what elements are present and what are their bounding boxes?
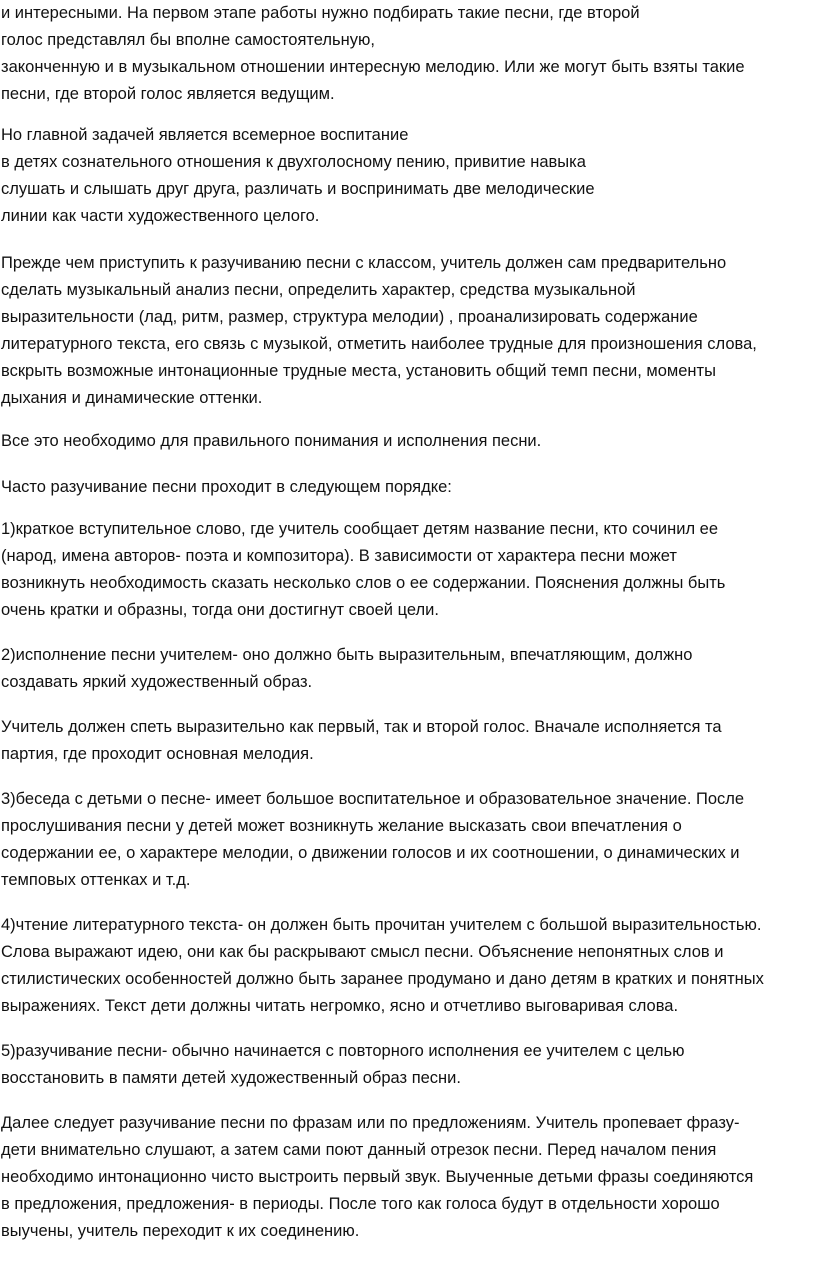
text-line: прослушивания песни у детей может возникнуть желание высказать свои впечатления о — [1, 817, 682, 835]
text-line: Далее следует разучивание песни по фразам или по предложениям. Учитель пропевает фразу- — [1, 1114, 740, 1132]
text-line: законченную и в музыкальном отношении интересную мелодию. Или же могут быть взяты такие — [1, 58, 745, 76]
text-line: очень кратки и образны, тогда они достигнут своей цели. — [1, 601, 439, 619]
paragraph — [0, 786, 744, 894]
text-line: партия, где проходит основная мелодия. — [1, 745, 314, 763]
text-line: дети внимательно слушают, а затем сами поют данный отрезок песни. Перед началом пения — [1, 1141, 717, 1159]
text-line: возникнуть необходимость сказать несколько слов о ее содержании. Пояснения должны быть — [1, 574, 726, 592]
paragraph — [0, 516, 725, 624]
text-line: слушать и слышать друг друга, различать и воспринимать две мелодические — [1, 180, 595, 198]
paragraph — [0, 912, 764, 1020]
text-line: Прежде чем приступить к разучиванию песни с классом, учитель должен сам предварительно — [1, 254, 727, 272]
text-line: Но главной задачей является всемерное воспитание — [1, 126, 409, 144]
text-line: создавать яркий художественный образ. — [1, 673, 313, 691]
text-line: выразительности (лад, ритм, размер, структура мелодии) , проанализировать содержание — [1, 308, 698, 326]
text-line: стилистических особенностей должно быть заранее продумано и дано детям в кратких и понятных — [1, 970, 764, 988]
text-line: темповых оттенках и т.д. — [1, 871, 191, 889]
text-line: восстановить в памяти детей художественный образ песни. — [1, 1069, 461, 1087]
text-line: вскрыть возможные интонационные трудные места, установить общий темп песни, моменты — [1, 362, 716, 380]
text-line: 3)беседа с детьми о песне- имеет большое воспитательное и образовательное значение. После — [1, 790, 745, 808]
text-line: содержании ее, о характере мелодии, о движении голосов и их соотношении, о динамических и — [1, 844, 740, 862]
text-line: 1)краткое вступительное слово, где учитель сообщает детям название песни, кто сочинил ее — [1, 520, 719, 538]
text-line: в детях сознательного отношения к двухголосному пению, привитие навыка — [1, 153, 586, 171]
paragraph — [0, 250, 757, 412]
text-line: в предложения, предложения- в периоды. После того как голоса будут в отдельности хорошо — [1, 1195, 720, 1213]
text-line: 4)чтение литературного текста- он должен быть прочитан учителем с большой выразительностью. — [1, 916, 762, 934]
text-line: выучены, учитель переходит к их соединению. — [1, 1222, 360, 1240]
paragraph — [0, 1110, 753, 1245]
text-line: голос представлял бы вполне самостоятельную, — [1, 31, 375, 49]
text-line: Учитель должен спеть выразительно как первый, так и второй голос. Вначале исполняется та — [1, 718, 722, 736]
paragraph — [0, 428, 541, 455]
text-line: Часто разучивание песни проходит в следующем порядке: — [1, 478, 452, 496]
text-line: дыхания и динамические оттенки. — [1, 389, 263, 407]
text-line: сделать музыкальный анализ песни, определить характер, средства музыкальной — [1, 281, 636, 299]
paragraph — [0, 714, 722, 768]
text-line: 2)исполнение песни учителем- оно должно быть выразительным, впечатляющим, должно — [1, 646, 693, 664]
text-line: и интересными. На первом этапе работы нужно подбирать такие песни, где второй — [1, 4, 640, 22]
text-line: линии как части художественного целого. — [1, 207, 320, 225]
text-line: выражениях. Текст дети должны читать негромко, ясно и отчетливо выговаривая слова. — [1, 997, 679, 1015]
text-line: песни, где второй голос является ведущим. — [1, 85, 335, 103]
text-line: Все это необходимо для правильного понимания и исполнения песни. — [1, 432, 542, 450]
text-line: необходимо интонационно чисто выстроить первый звук. Выученные детьми фразы соединяются — [1, 1168, 754, 1186]
paragraph — [0, 0, 745, 108]
text-line: Слова выражают идею, они как бы раскрывают смысл песни. Объяснение непонятных слов и — [1, 943, 724, 961]
paragraph — [0, 122, 595, 230]
paragraph — [0, 474, 452, 501]
paragraph — [0, 1038, 684, 1092]
text-line: (народ, имена авторов- поэта и композитора). В зависимости от характера песни может — [1, 547, 677, 565]
text-line: литературного текста, его связь с музыкой, отметить наиболее трудные для произношения слова, — [1, 335, 757, 353]
text-line: 5)разучивание песни- обычно начинается с повторного исполнения ее учителем с целью — [1, 1042, 685, 1060]
paragraph — [0, 642, 692, 696]
